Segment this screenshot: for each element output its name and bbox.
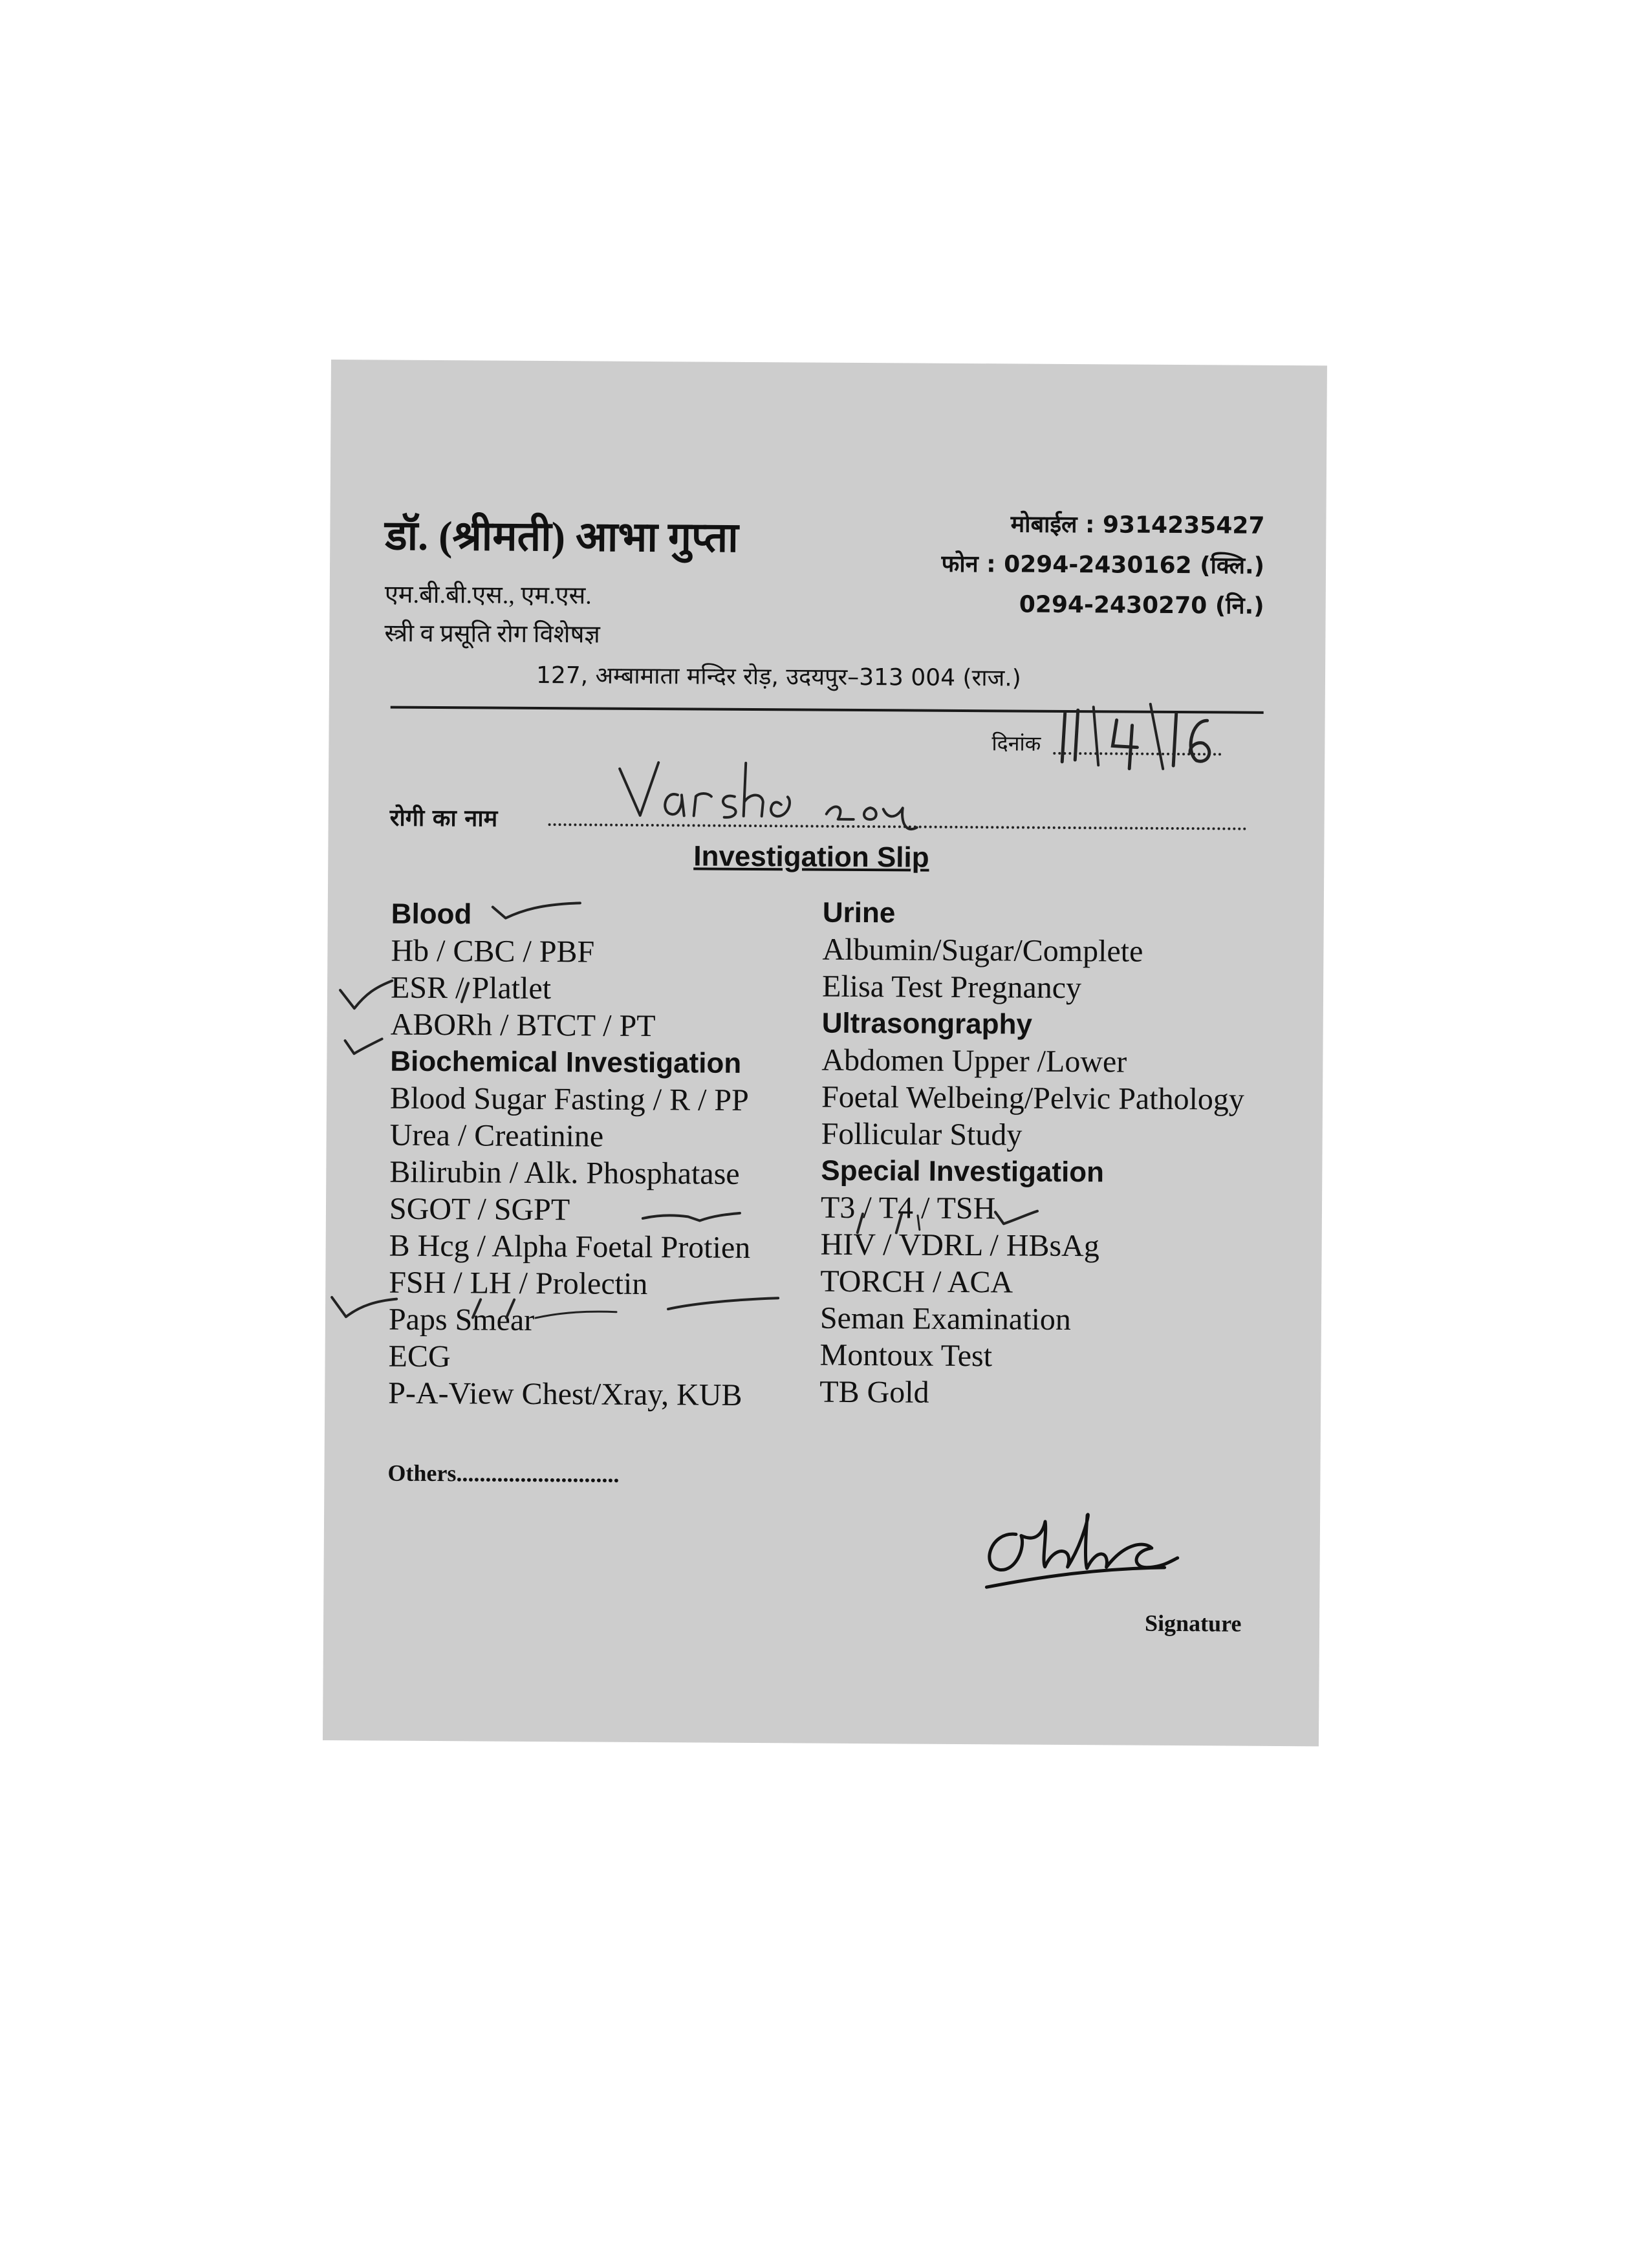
clinic-address: 127, अम्बामाता मन्दिर रोड़, उदयपुर–313 004 (राज.) bbox=[536, 662, 1021, 692]
patient-name-label: रोगी का नाम bbox=[389, 805, 498, 832]
mobile-number: मोबाईल : 9314235427 bbox=[1010, 511, 1265, 539]
test-item: Blood Sugar Fasting / R / PP bbox=[389, 1081, 749, 1118]
doctor-name: डॉ. (श्रीमती) आभा गुप्ता bbox=[385, 512, 739, 561]
section-heading: Blood bbox=[391, 898, 472, 931]
test-item: Elisa Test Pregnancy bbox=[821, 969, 1082, 1006]
investigation-slip bbox=[323, 360, 1327, 1746]
handwritten-signature bbox=[970, 1495, 1197, 1606]
test-item: B Hcg / Alpha Foetal Protien bbox=[389, 1228, 751, 1265]
section-heading: Urine bbox=[822, 896, 896, 929]
test-item: P-A-View Chest/Xray, KUB bbox=[388, 1376, 742, 1412]
test-item: Bilirubin / Alk. Phosphatase bbox=[389, 1154, 740, 1191]
test-item: ECG bbox=[388, 1339, 451, 1374]
test-item: Hb / CBC / PBF bbox=[391, 933, 595, 969]
test-item: T3 / T4 / TSH bbox=[820, 1190, 996, 1226]
test-item: ABORh / BTCT / PT bbox=[390, 1007, 656, 1044]
doctor-specialty: स्त्री व प्रसूति रोग विशेषज्ञ bbox=[384, 620, 600, 649]
test-item: SGOT / SGPT bbox=[389, 1191, 570, 1227]
test-item: Urea / Creatinine bbox=[389, 1118, 604, 1154]
test-item: Montoux Test bbox=[819, 1337, 993, 1374]
residence-phone: 0294-2430270 (नि.) bbox=[1019, 591, 1264, 620]
section-heading: Biochemical Investigation bbox=[390, 1045, 742, 1079]
test-item: Albumin/Sugar/Complete bbox=[822, 932, 1143, 969]
test-item: Foetal Welbeing/Pelvic Pathology bbox=[821, 1079, 1245, 1117]
test-item: FSH / LH / Prolectin bbox=[389, 1265, 648, 1302]
test-item: Paps Smear bbox=[388, 1302, 535, 1337]
test-item: TORCH / ACA bbox=[820, 1264, 1013, 1300]
test-item: Abdomen Upper /Lower bbox=[821, 1042, 1127, 1079]
test-item: HIV / VDRL / HBsAg bbox=[820, 1227, 1099, 1264]
test-item: ESR / Platlet bbox=[390, 970, 552, 1006]
signature-label: Signature bbox=[1144, 1610, 1242, 1637]
clinic-phone: फोन : 0294-2430162 (क्लि.) bbox=[941, 550, 1265, 579]
section-heading: Special Investigation bbox=[821, 1154, 1105, 1189]
test-item: Seman Examination bbox=[819, 1301, 1072, 1337]
date-label: दिनांक bbox=[991, 731, 1041, 756]
others-label: Others............................ bbox=[387, 1460, 620, 1487]
section-heading: Ultrasongraphy bbox=[821, 1007, 1033, 1041]
doctor-degree: एम.बी.बी.एस., एम.एस. bbox=[384, 581, 592, 610]
test-item: Follicular Study bbox=[821, 1116, 1023, 1152]
test-item: TB Gold bbox=[819, 1374, 929, 1410]
slip-title: Investigation Slip bbox=[693, 840, 929, 874]
